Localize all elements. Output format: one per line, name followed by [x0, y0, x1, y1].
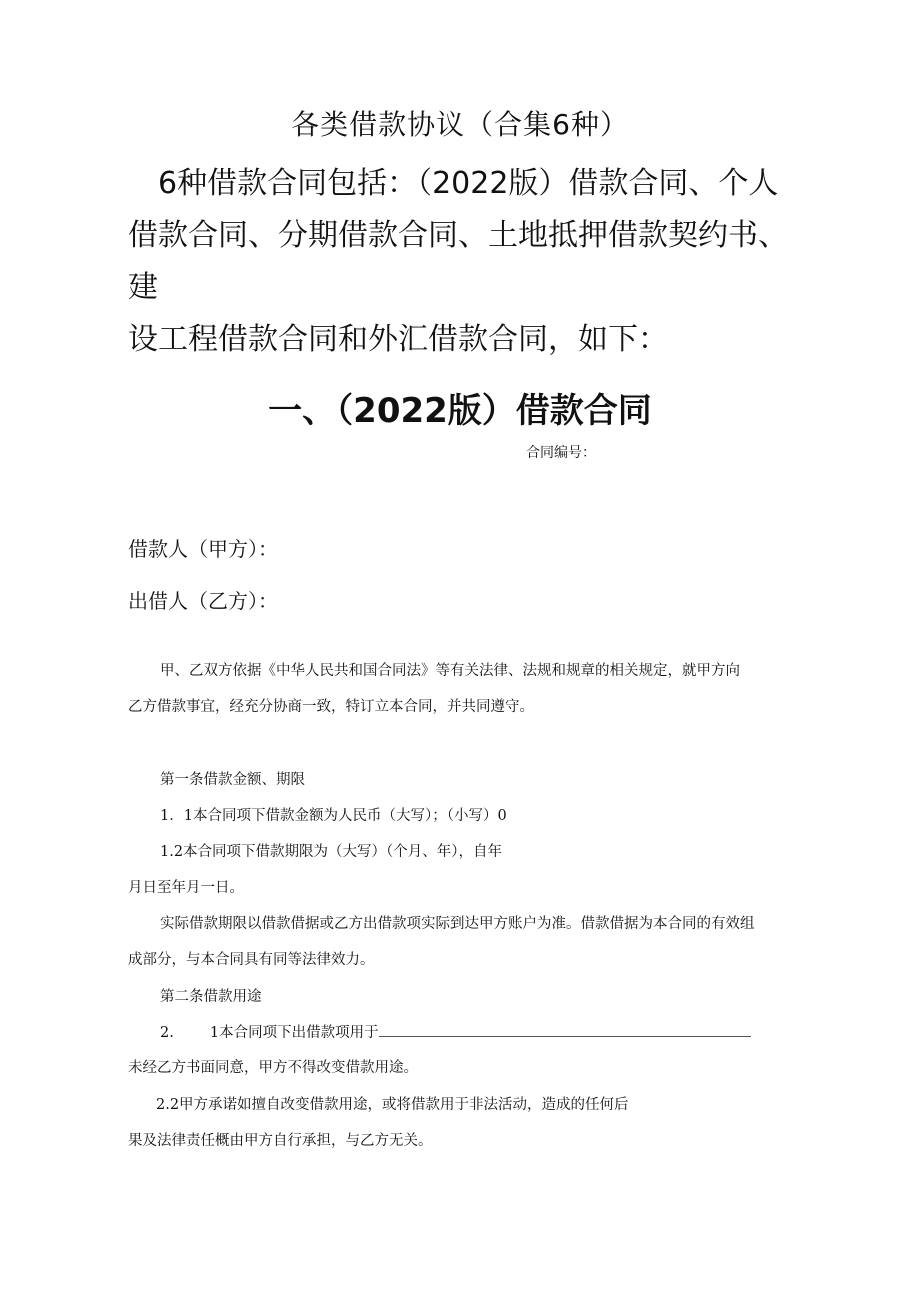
clause-2-1: [160, 1022, 751, 1043]
article-2-title: 第二条借款用途: [160, 989, 262, 1005]
actual-term-line-1: 实际借款期限以借款借据或乙方出借款项实际到达甲方账户为准。借款借据为本合同的有效组: [160, 916, 755, 932]
clause-2-1-number: 2.: [160, 1025, 174, 1041]
purpose-blank-line: [379, 1022, 751, 1037]
clause-1-2-line-1: 1.2本合同项下借款期限为（大写）（个月、年），自年: [160, 844, 503, 860]
lender-label: 出借人（乙方）：: [128, 589, 278, 613]
document-title: 各类借款协议（合集6种）: [291, 108, 629, 141]
preamble-line-2: 乙方借款事宜，经充分协商一致，特订立本合同，并共同遵守。: [128, 699, 534, 715]
clause-1-2-line-2: 月日至年月一日。: [128, 880, 244, 896]
actual-term-line-2: 成部分，与本合同具有同等法律效力。: [128, 952, 375, 968]
intro-line-2: 借款合同、分期借款合同、土地抵押借款契约书、建: [128, 218, 788, 305]
contract-number-label: 合同编号：: [526, 445, 596, 461]
clause-2-1-text: 1本合同项下出借款项用于: [209, 1025, 379, 1041]
section-heading: 一、（2022版）借款合同: [268, 391, 652, 431]
intro-paragraph: [128, 158, 798, 366]
intro-line-3: 设工程借款合同和外汇借款合同，如下：: [128, 322, 668, 357]
clause-1-1: 1．1本合同项下借款金额为人民币（大写）；（小写）0: [160, 808, 507, 824]
borrower-label: 借款人（甲方）：: [128, 537, 278, 561]
clause-2-2-line-1: 2.2甲方承诺如擅自改变借款用途，或将借款用于非法活动，造成的任何后: [156, 1097, 629, 1113]
clause-2-1-continuation: 未经乙方书面同意，甲方不得改变借款用途。: [128, 1060, 418, 1076]
preamble-line-1: 甲、乙双方依据《中华人民共和国合同法》等有关法律、法规和规章的相关规定，就甲方向: [160, 663, 740, 679]
intro-line-1: 6种借款合同包括：（2022版）借款合同、个人: [158, 166, 779, 201]
article-1-title: 第一条借款金额、期限: [160, 772, 305, 788]
clause-2-2-line-2: 果及法律责任概由甲方自行承担，与乙方无关。: [128, 1133, 433, 1149]
